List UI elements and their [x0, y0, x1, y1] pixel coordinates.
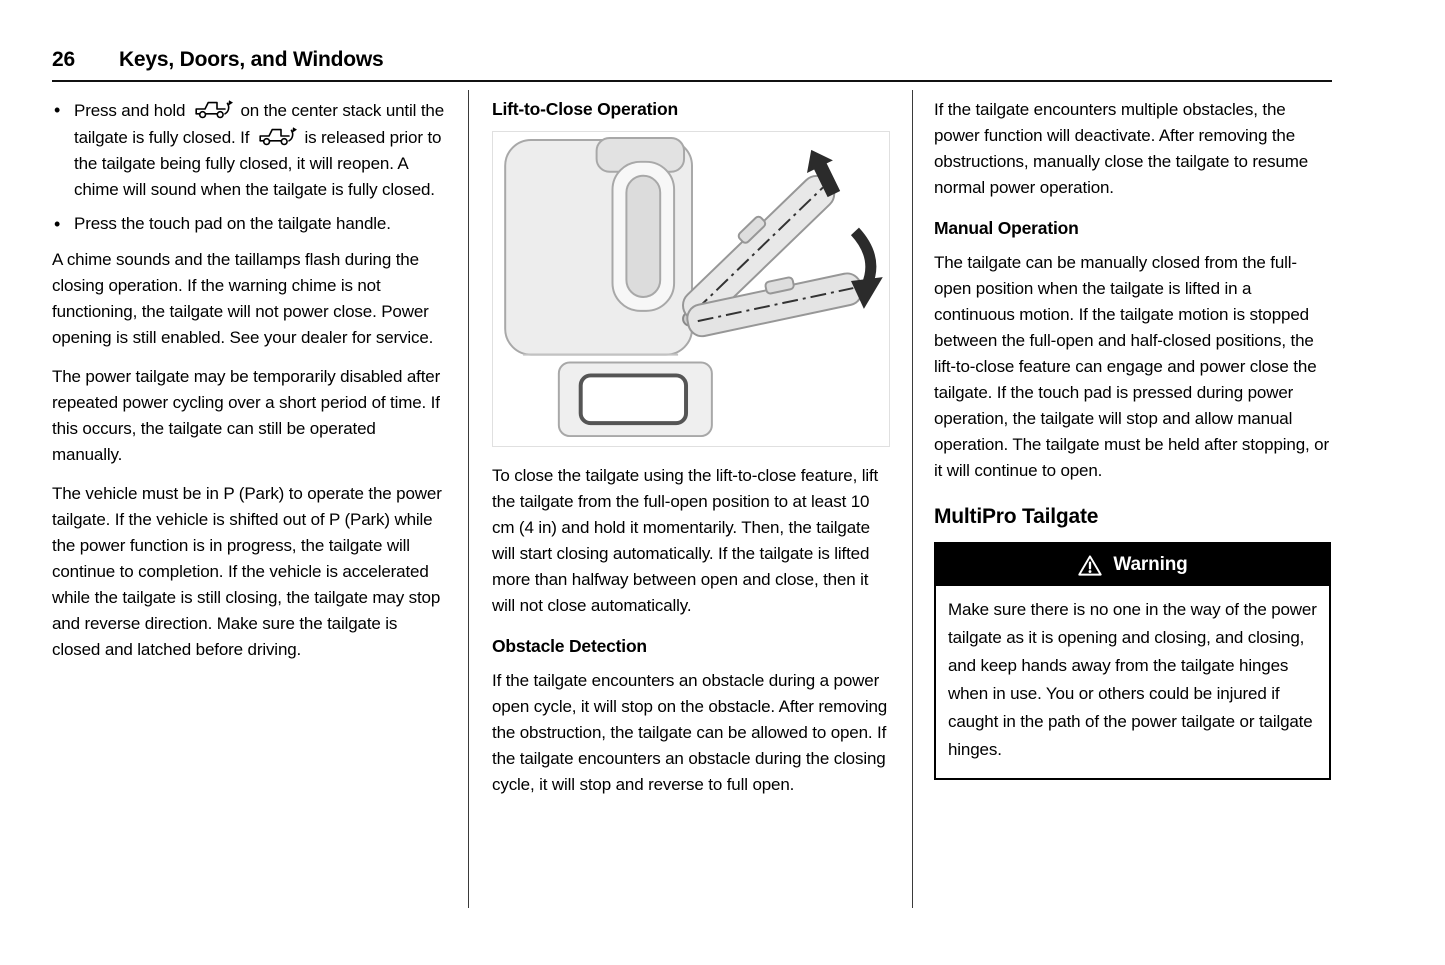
bullet2-text: Press the touch pad on the tailgate handle.: [74, 214, 391, 233]
column-1: [52, 97, 448, 676]
heading-manual-operation: Manual Operation: [934, 218, 1079, 238]
tailgate-lift-to-close-illustration: [492, 131, 890, 447]
column-divider-1: [468, 90, 469, 908]
warning-triangle-icon: [1077, 554, 1103, 577]
bullet1-text-part2: on the center stack until the tailgate is fully closed. If: [74, 101, 445, 147]
paragraph-temporarily-disabled: The power tailgate may be temporarily disabled after repeated power cycling over a short period of time. If this occurs, the tailgate can still be operated manually.: [52, 367, 441, 464]
header-rule: [52, 80, 1332, 82]
page-header: [52, 48, 384, 72]
list-item-touch-pad: [52, 211, 448, 237]
heading-obstacle-detection: Obstacle Detection: [492, 636, 647, 656]
bullet-list: [52, 97, 448, 237]
warning-body-text: Make sure there is no one in the way of the power tailgate as it is opening and closing, and closing, and keep hands away from the tailgate hinges when in use. You or others could be injured if caught in the path of the power tailgate or tailgate hinges.: [948, 600, 1317, 759]
bullet1-text-part3: is released prior to the tailgate being fully closed, it will reopen. A chime will sound when the tailgate is fully closed.: [74, 128, 442, 199]
power-tailgate-button-icon: [192, 97, 234, 121]
warning-title: Warning: [1113, 554, 1188, 575]
warning-header: [936, 544, 1329, 586]
column-3: [934, 97, 1331, 780]
paragraph-chime: A chime sounds and the taillamps flash during the closing operation. If the warning chime is not functioning, the tailgate will not power close. Power opening is still enabled. See your dealer for service.: [52, 250, 434, 347]
paragraph-obstacle-detection: If the tailgate encounters an obstacle during a power open cycle, it will stop on the obstacle. After removing the obstruction, the tailgate can be allowed to open. If the tailgate encounters an obstacle during the closing cycle, it will stop and reverse to full open.: [492, 671, 888, 794]
warning-box: [934, 542, 1331, 780]
list-item-center-stack-button: [52, 97, 448, 203]
power-tailgate-button-icon: [256, 124, 298, 148]
paragraph-manual-operation: The tailgate can be manually closed from the full-open position when the tailgate is lifted in a continuous motion. If the tailgate motion is stopped between the full-open and half-closed positions, the lift-to-close feature can engage and power close the tailgate. If the touch pad is pressed during power operation, the tailgate will stop and allow manual operation. The tailgate must be held after stopping, or it will continue to open.: [934, 253, 1329, 480]
paragraph-multiple-obstacles: If the tailgate encounters multiple obstacles, the power function will deactivate. After removing the obstructions, manually close the tailgate to resume normal power operation.: [934, 100, 1309, 197]
heading-lift-to-close-operation: Lift-to-Close Operation: [492, 99, 678, 119]
heading-multipro-tailgate: MultiPro Tailgate: [934, 505, 1099, 528]
tailgate-illustration-graphic: [493, 132, 889, 446]
column-2: [492, 97, 890, 811]
section-title: Keys, Doors, and Windows: [118, 48, 384, 71]
page-number: 26: [52, 48, 75, 71]
paragraph-park-requirement: The vehicle must be in P (Park) to operate the power tailgate. If the vehicle is shifted out of P (Park) while the power function is in progress, the tailgate will continue to completion. If the vehicle is accelerated while the tailgate is still closing, the tailgate may stop and reverse direction. Make sure the tailgate is closed and latched before driving.: [52, 484, 442, 659]
column-divider-2: [912, 90, 913, 908]
paragraph-lift-to-close: To close the tailgate using the lift-to-close feature, lift the tailgate from the full-open position to at least 10 cm (4 in) and hold it momentarily. Then, the tailgate will start closing automatically. If the tailgate is lifted more than halfway between open and close, then it will not close automatically.: [492, 466, 879, 615]
bullet1-text-part1: Press and hold: [74, 101, 190, 120]
